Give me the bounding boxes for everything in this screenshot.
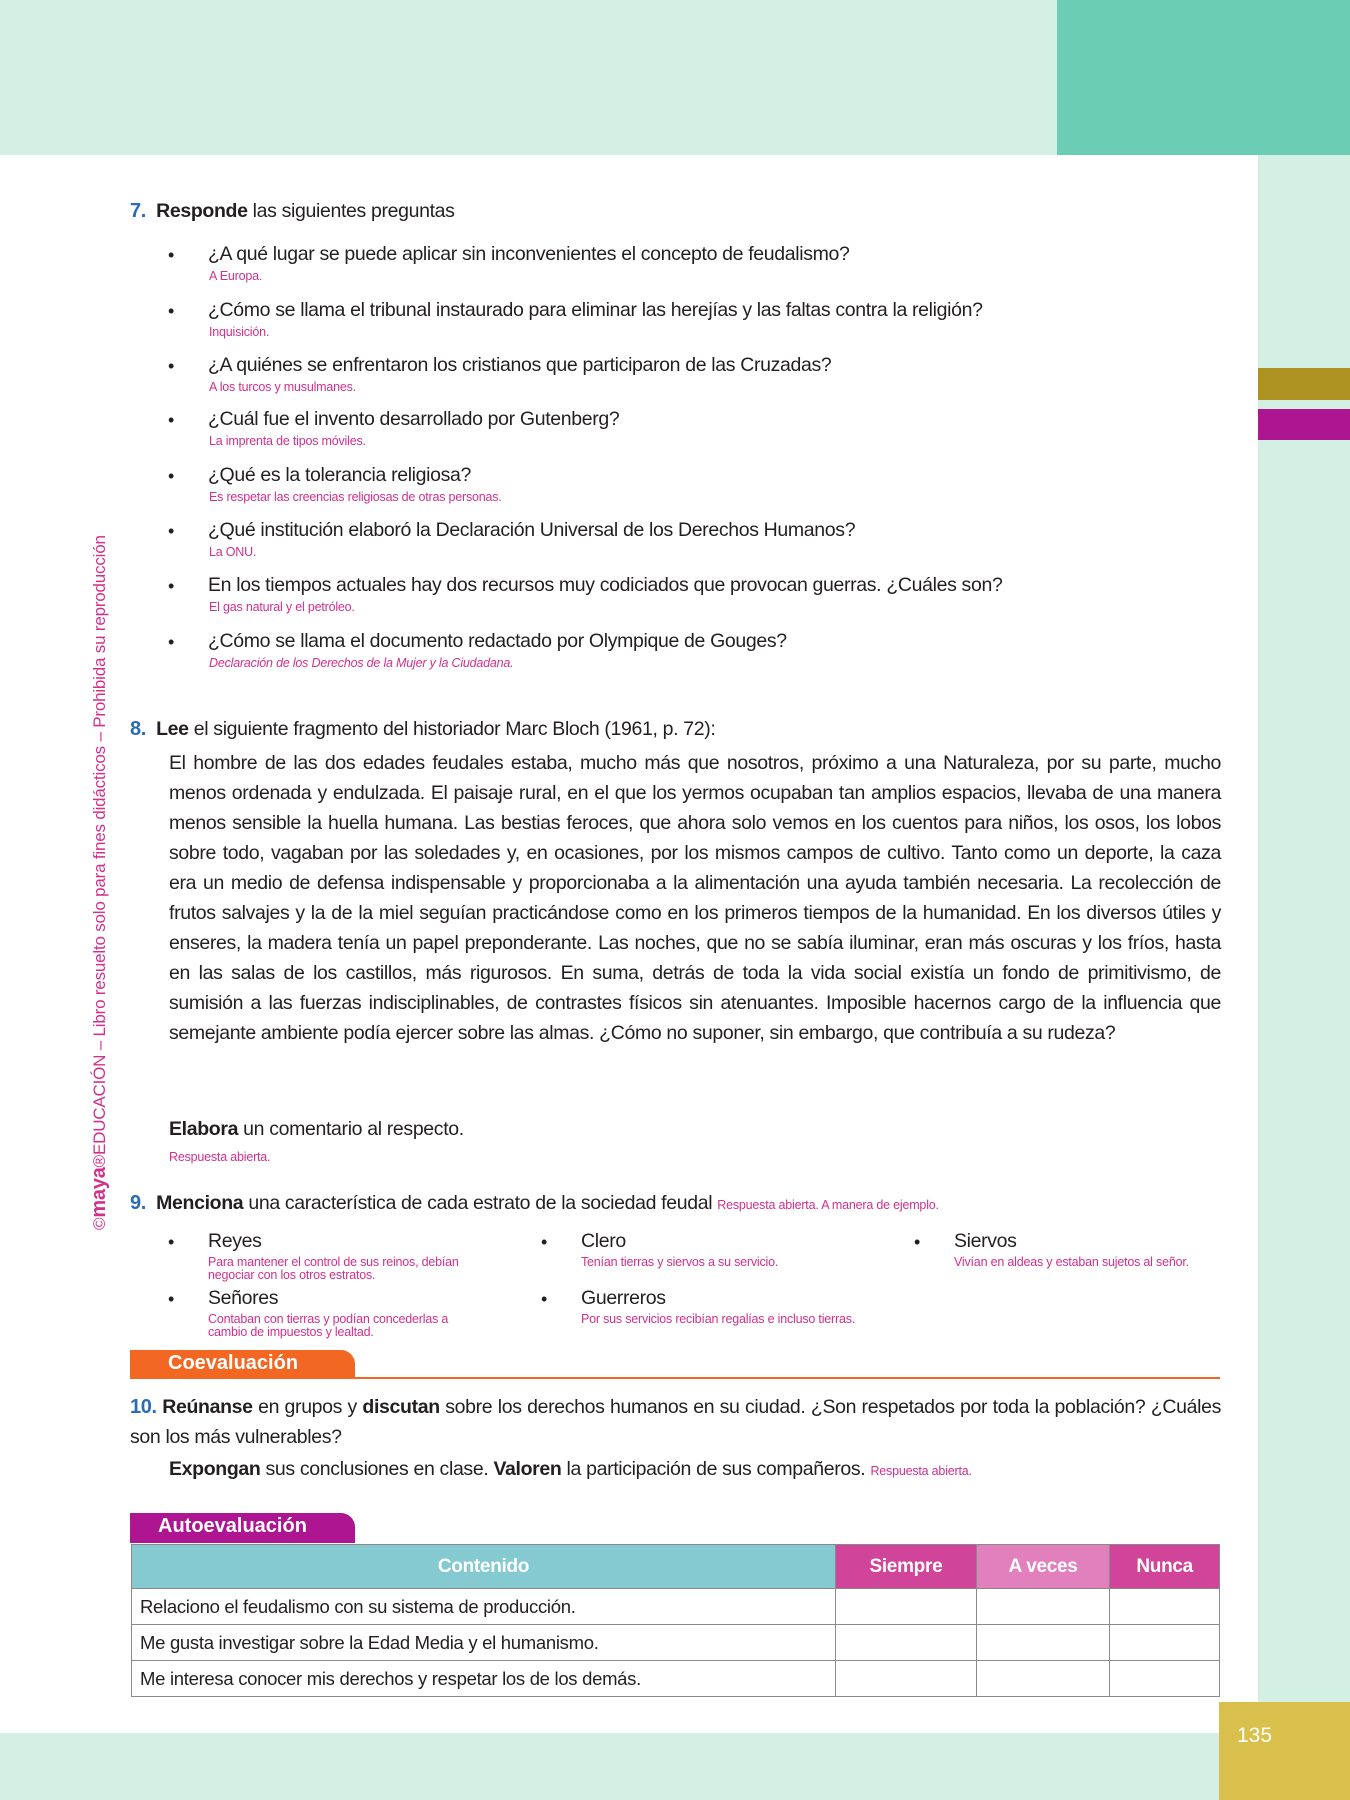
row-content: Me gusta investigar sobre la Edad Media y el humanismo.	[132, 1625, 836, 1661]
bullet-icon: •	[168, 1289, 175, 1309]
question-number: 10.	[130, 1396, 157, 1418]
bullet-icon: •	[168, 466, 175, 486]
autoevaluacion-table	[131, 1544, 1220, 1697]
q7-item	[168, 354, 832, 394]
q7-question: ¿Cómo se llama el tribunal instaurado para eliminar las herejías y las faltas contra la religión?	[208, 299, 983, 321]
bullet-icon: •	[168, 301, 175, 321]
header-siempre: Siempre	[836, 1545, 977, 1589]
check-siempre[interactable]	[836, 1589, 977, 1625]
question-number: 7.	[130, 200, 146, 222]
table-row	[132, 1661, 1220, 1697]
q7-item	[168, 630, 787, 670]
side-notice: ®EDUCACIÓN – Libro resuelto solo para fines didácticos – Prohibida su reproducción	[90, 535, 109, 1168]
q10-task	[169, 1458, 972, 1481]
text: la participación de sus compañeros.	[561, 1458, 871, 1480]
header-nunca: Nunca	[1110, 1545, 1220, 1589]
table-row	[132, 1625, 1220, 1661]
q7-item	[168, 519, 856, 559]
stratum-label: Reyes	[208, 1230, 262, 1252]
q7-question: ¿Cuál fue el invento desarrollado por Gutenberg?	[208, 408, 620, 430]
stratum-answer: Contaban con tierras y podían concederlas a cambio de impuestos y lealtad.	[208, 1312, 449, 1339]
row-content: Relaciono el feudalismo con su sistema de producción.	[132, 1589, 836, 1625]
q10-answer: Respuesta abierta.	[870, 1464, 972, 1478]
q7-question: ¿Cómo se llama el documento redactado por Olympique de Gouges?	[208, 630, 787, 652]
q9-item	[541, 1287, 856, 1326]
check-siempre[interactable]	[836, 1625, 977, 1661]
bullet-icon: •	[168, 632, 175, 652]
q7-question: ¿Qué es la tolerancia religiosa?	[208, 464, 472, 486]
check-nunca[interactable]	[1110, 1589, 1220, 1625]
bloch-fragment: El hombre de las dos edades feudales estaba, mucho más que nosotros, próximo a una Naturaleza, por su parte, mucho menos ordenada y endulzada. El paisaje rural, en el que los yermos ocupaban tan amplios espacios, llevaba de una manera menos sensible la huella humana. Las bestias feroces, que ahora solo vemos en los cuentos para niños, los osos, los lobos sobre todo, vagaban por las soledades y, en ocasiones, por los mismos campos de cultivo. Tanto como un deporte, la caza era un medio de defensa indispensable y proporcionaba a la alimentación una ayuda también necesaria. La recolección de frutos salvajes y la de la miel seguían practicándose como en los primeros tiempos de la humanidad. En los diversos útiles y enseres, la madera tenía un papel preponderante. Las noches, que no se sabía iluminar, eran más oscuras y los fríos, hasta en las salas de los castillos, más rigurosos. En suma, detrás de toda la vida social existía un fondo de primitivismo, de sumisión a las fuerzas indisciplinables, de contrastes físicos sin atenuantes. Imposible hacernos cargo de la influencia que semejante ambiente podía ejercer sobre las almas. ¿Cómo no suponer, sin embargo, que contribuía a su rudeza?	[169, 752, 1221, 1044]
check-a-veces[interactable]	[976, 1661, 1109, 1697]
q7-answer: El gas natural y el petróleo.	[209, 600, 355, 614]
q7-question: ¿A qué lugar se puede aplicar sin inconvenientes el concepto de feudalismo?	[208, 243, 850, 265]
question-number: 8.	[130, 718, 146, 740]
q9-item	[541, 1230, 779, 1269]
question-10	[130, 1392, 1221, 1452]
q7-answer: A Europa.	[209, 269, 263, 283]
q8-answer: Respuesta abierta.	[169, 1150, 271, 1164]
text: sus conclusiones en clase.	[260, 1458, 494, 1480]
check-a-veces[interactable]	[976, 1589, 1109, 1625]
stratum-answer: Por sus servicios recibían regalías e incluso tierras.	[581, 1312, 856, 1326]
header-a-veces: A veces	[976, 1545, 1109, 1589]
q9-item	[168, 1230, 459, 1282]
bullet-icon: •	[168, 1232, 175, 1252]
page-number: 135	[1219, 1702, 1350, 1800]
question-text: el siguiente fragmento del historiador Marc Bloch (1961, p. 72):	[188, 718, 716, 740]
question-7	[130, 200, 455, 223]
q7-question: ¿A quiénes se enfrentaron los cristianos que participaron de las Cruzadas?	[208, 354, 832, 376]
header-contenido: Contenido	[132, 1545, 836, 1589]
q7-question: En los tiempos actuales hay dos recursos muy codiciados que provocan guerras. ¿Cuáles son?	[208, 574, 1003, 596]
q9-item	[168, 1287, 449, 1339]
task-text: un comentario al respecto.	[238, 1118, 464, 1140]
question-number: 9.	[130, 1192, 146, 1214]
question-verb: Menciona	[156, 1192, 244, 1214]
check-a-veces[interactable]	[976, 1625, 1109, 1661]
q7-answer: Inquisición.	[209, 325, 270, 339]
q9-item	[914, 1230, 1189, 1269]
bullet-icon: •	[168, 521, 175, 541]
q7-item	[168, 464, 502, 504]
stratum-label: Señores	[208, 1287, 279, 1309]
q8-task	[169, 1118, 464, 1141]
bullet-icon: •	[541, 1289, 548, 1309]
text: en grupos y	[252, 1396, 363, 1418]
table-row	[132, 1589, 1220, 1625]
bullet-icon: •	[541, 1232, 548, 1252]
row-content: Me interesa conocer mis derechos y respetar los de los demás.	[132, 1661, 836, 1697]
bullet-icon: •	[168, 410, 175, 430]
question-8	[130, 718, 715, 741]
q7-question: ¿Qué institución elaboró la Declaración Universal de los Derechos Humanos?	[208, 519, 856, 541]
stratum-answer: Para mantener el control de sus reinos, debían negociar con los otros estratos.	[208, 1255, 459, 1282]
check-siempre[interactable]	[836, 1661, 977, 1697]
verb: Reúnanse	[162, 1396, 253, 1418]
bullet-icon: •	[168, 356, 175, 376]
q7-answer: La imprenta de tipos móviles.	[209, 434, 366, 448]
coevaluacion-tab: Coevaluación	[130, 1350, 355, 1378]
stratum-label: Guerreros	[581, 1287, 666, 1309]
stratum-answer: Vivían en aldeas y estaban sujetos al señor.	[954, 1255, 1189, 1269]
autoevaluacion-tab: Autoevaluación	[130, 1513, 355, 1543]
bullet-icon: •	[168, 245, 175, 265]
bullet-icon: •	[914, 1232, 921, 1252]
check-nunca[interactable]	[1110, 1661, 1220, 1697]
olive-tab-marker	[1258, 368, 1350, 400]
verb: Expongan	[169, 1458, 261, 1480]
q7-item	[168, 574, 1003, 614]
copyright-symbol: ©	[90, 1217, 109, 1230]
maya-logo: maya	[88, 1167, 110, 1218]
side-copyright-text	[88, 535, 111, 1230]
q7-answer: Es respetar las creencias religiosas de otras personas.	[209, 490, 502, 504]
stratum-answer: Tenían tierras y siervos a su servicio.	[581, 1255, 779, 1269]
bullet-icon: •	[168, 576, 175, 596]
q9-answer: Respuesta abierta. A manera de ejemplo.	[717, 1198, 939, 1212]
question-verb: Lee	[156, 718, 189, 740]
q7-item	[168, 299, 983, 339]
question-text: las siguientes preguntas	[247, 200, 455, 222]
check-nunca[interactable]	[1110, 1625, 1220, 1661]
q7-answer: A los turcos y musulmanes.	[209, 380, 356, 394]
q7-item	[168, 243, 850, 283]
q7-item	[168, 408, 620, 448]
task-verb: Elabora	[169, 1118, 239, 1140]
bottom-band	[0, 1733, 1350, 1800]
question-9	[130, 1192, 939, 1215]
q7-answer: Declaración de los Derechos de la Mujer y la Ciudadana.	[209, 656, 514, 670]
stratum-label: Clero	[581, 1230, 626, 1252]
question-text: una característica de cada estrato de la sociedad feudal	[243, 1192, 718, 1214]
verb: discutan	[362, 1396, 440, 1418]
question-verb: Responde	[156, 200, 248, 222]
stratum-label: Siervos	[954, 1230, 1017, 1252]
verb: Valoren	[493, 1458, 562, 1480]
magenta-tab-marker	[1258, 409, 1350, 440]
q7-answer: La ONU.	[209, 545, 257, 559]
coevaluacion-rule	[130, 1377, 1220, 1379]
text: sobre los derechos humanos en su ciudad. ¿Son respetados por toda la población? ¿Cuáles son los más vulnerables?	[130, 1396, 1221, 1448]
